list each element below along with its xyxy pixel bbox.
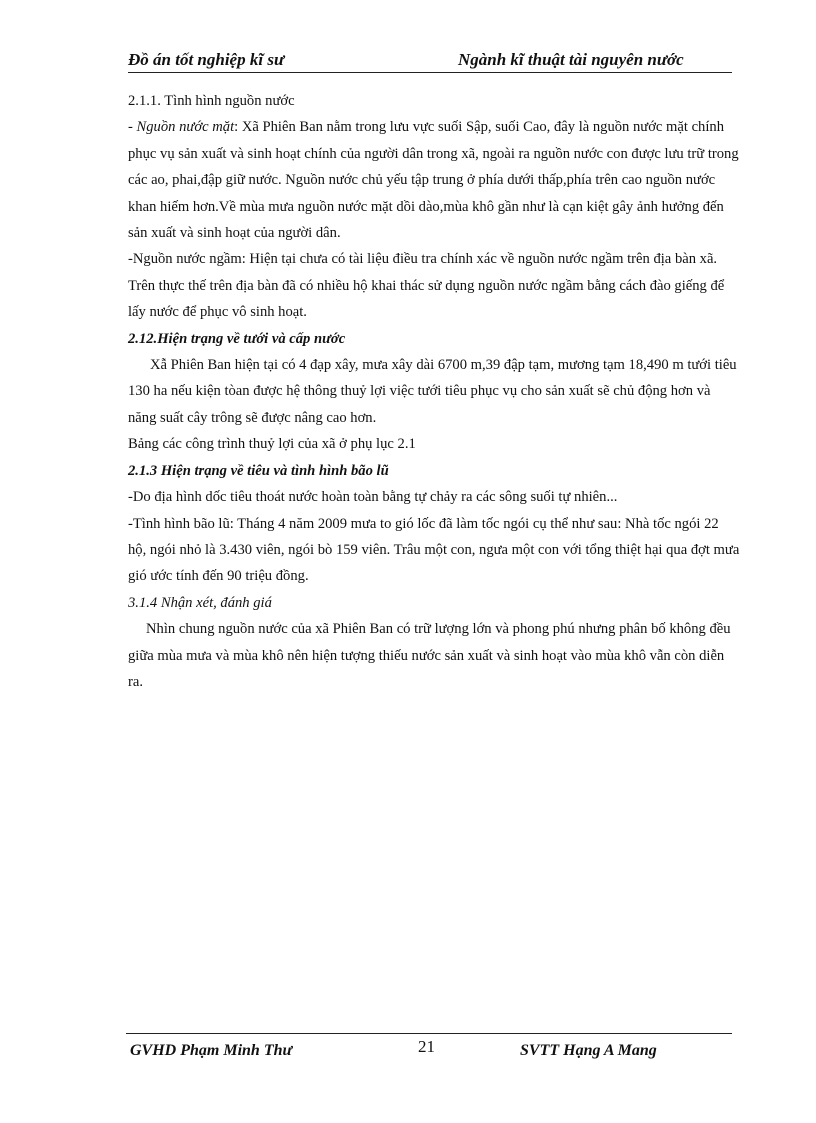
footer-student: SVTT Hạng A Mang: [520, 1042, 657, 1059]
section-2-1-1-title: 2.1.1. Tình hình nguồn nước: [128, 93, 295, 109]
page-number: 21: [418, 1037, 435, 1056]
page-content: [128, 88, 740, 695]
surface-water-text: : Xã Phiên Ban nằm trong lưu vực suối Sập, suối Cao, đây là nguồn nước mặt chính phục vụ sản xuất và sinh hoạt chính của người dân trong xã, ngoài ra nguồn nước con được lưu trữ trong các ao, phai,đập giữ nước. Nguồn nước chủ yếu tập trung ở phía dưới thấp,phía trên cao nguồn nước khan hiếm hơn.Về mùa mưa nguồn nước mặt dồi dào,mùa khô gần như là cạn kiệt gây ảnh hưởng đến sản xuất và sinh hoạt của người dân.: [128, 119, 739, 242]
page-header: [128, 50, 732, 73]
paragraph-drainage: -Do địa hình dốc tiêu thoát nước hoàn toàn bằng tự chảy ra các sông suối tự nhiên...: [128, 489, 618, 506]
paragraph-assessment: Nhìn chung nguồn nước của xã Phiên Ban có trữ lượng lớn và phong phú nhưng phân bố không đều giữa mùa mưa và mùa khô nên hiện tượng thiếu nước sản xuất và sinh hoạt vào mùa khô vẫn còn diễn ra.: [128, 621, 731, 690]
header-document-type: Đồ án tốt nghiệp kĩ sư: [128, 50, 285, 69]
footer-supervisor: GVHD Phạm Minh Thư: [130, 1042, 293, 1059]
header-major: Ngành kĩ thuật tài nguyên nước: [458, 50, 684, 69]
paragraph-irrigation: Xẫ Phiên Ban hiện tại có 4 đạp xây, mưa xây dài 6700 m,39 đập tạm, mương tạm 18,490 m tưới tiêu 130 ha nếu kiện tòan được hệ thông thuỷ lợi việc tưới tiêu phục vụ cho sản xuất sẽ chủ động hơn và năng suất cây trông sẽ được nâng cao hơn.: [128, 357, 737, 426]
section-2-1-2-title: 2.12.Hiện trạng về tưới và cấp nước: [128, 330, 346, 347]
page-footer: [126, 1033, 732, 1064]
section-3-1-4-title: 3.1.4 Nhận xét, đánh giá: [128, 594, 272, 611]
paragraph-appendix-reference: Bảng các công trình thuỷ lợi của xã ở phụ lục 2.1: [128, 436, 416, 453]
paragraph-storm-damage: -Tình hình bão lũ: Tháng 4 năm 2009 mưa to gió lốc đã làm tốc ngói cụ thể như sau: Nhà tốc ngói 22 hộ, ngói nhỏ là 3.430 viên, ngói bò 159 viên. Trâu một con, ngưa một con với tổng thiệt hại qua đợt mưa gió ước tính đến 90 triệu đồng.: [128, 515, 740, 585]
paragraph-surface-water: [128, 114, 740, 246]
surface-water-label: - Nguồn nước mặt: [128, 119, 235, 136]
paragraph-groundwater: -Nguồn nước ngầm: Hiện tại chưa có tài liệu điều tra chính xác về nguồn nước ngầm trên địa bàn xã. Trên thực thế trên địa bàn đã có nhiều hộ khai thác sử dụng nguồn nước ngầm bằng cách đào giếng để lấy nước để phục vô sinh hoạt.: [128, 251, 725, 321]
section-2-1-3-title: 2.1.3 Hiện trạng về tiêu và tình hình bão lũ: [128, 462, 389, 479]
